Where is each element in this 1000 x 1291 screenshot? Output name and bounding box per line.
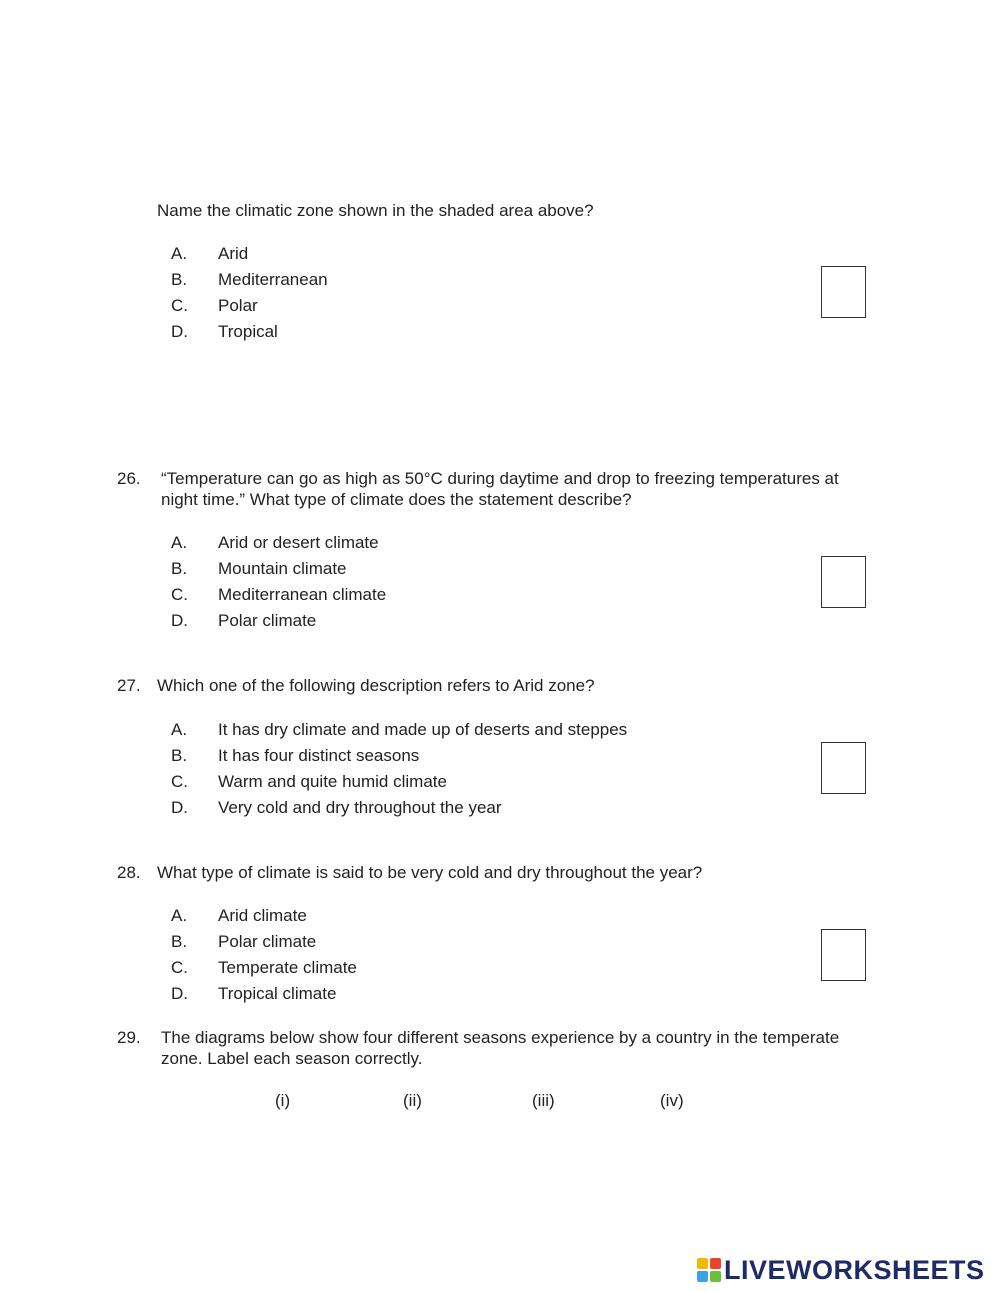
q28-option-c-text: Temperate climate bbox=[218, 958, 357, 977]
q29-number: 29. bbox=[117, 1028, 141, 1047]
q27-option-b-letter: B. bbox=[171, 746, 188, 765]
logo-blocks-icon bbox=[697, 1258, 721, 1282]
q26-option-a-letter: A. bbox=[171, 533, 188, 552]
liveworksheets-logo bbox=[697, 1255, 985, 1285]
q26-answer-box[interactable] bbox=[821, 556, 866, 608]
q25-option-a-letter: A. bbox=[171, 244, 188, 263]
q28-number: 28. bbox=[117, 863, 141, 882]
q27-option-a-letter: A. bbox=[171, 720, 188, 739]
q26-question-line1: “Temperature can go as high as 50°C during daytime and drop to freezing temperatures at bbox=[161, 469, 839, 488]
q27-option-b-text: It has four distinct seasons bbox=[218, 746, 420, 765]
q25-option-c-text: Polar bbox=[218, 296, 258, 315]
q28-option-d-text: Tropical climate bbox=[218, 984, 337, 1003]
q26-option-b-letter: B. bbox=[171, 559, 188, 578]
q27-option-d-text: Very cold and dry throughout the year bbox=[218, 798, 502, 817]
q26-question-line2: night time.” What type of climate does the statement describe? bbox=[161, 490, 632, 509]
q26-option-d-letter: D. bbox=[171, 611, 188, 630]
q28-option-a-text: Arid climate bbox=[218, 906, 307, 925]
q28-option-b-text: Polar climate bbox=[218, 932, 317, 951]
q28-option-b-letter: B. bbox=[171, 932, 188, 951]
q26-option-c-text: Mediterranean climate bbox=[218, 585, 387, 604]
season-label-iv: (iv) bbox=[660, 1091, 684, 1110]
season-label-ii: (ii) bbox=[403, 1091, 422, 1110]
q27-option-c-text: Warm and quite humid climate bbox=[218, 772, 447, 791]
q26-option-b-text: Mountain climate bbox=[218, 559, 347, 578]
q28-question-text: What type of climate is said to be very cold and dry throughout the year? bbox=[157, 863, 703, 882]
q27-option-a-text: It has dry climate and made up of deserts and steppes bbox=[218, 720, 628, 739]
q28-answer-box[interactable] bbox=[821, 929, 866, 981]
q28-option-c-letter: C. bbox=[171, 958, 188, 977]
q25-question-text: Name the climatic zone shown in the shaded area above? bbox=[157, 201, 594, 220]
q29-question-line1: The diagrams below show four different seasons experience by a country in the temperate bbox=[161, 1028, 840, 1047]
logo-block-2 bbox=[710, 1258, 721, 1269]
q26-option-d-text: Polar climate bbox=[218, 611, 317, 630]
q26-option-a-text: Arid or desert climate bbox=[218, 533, 379, 552]
q25-answer-box[interactable] bbox=[821, 266, 866, 318]
q27-answer-box[interactable] bbox=[821, 742, 866, 794]
q26-number: 26. bbox=[117, 469, 141, 488]
q27-option-d-letter: D. bbox=[171, 798, 188, 817]
q27-question-text: Which one of the following description refers to Arid zone? bbox=[157, 676, 595, 695]
q28-option-a-letter: A. bbox=[171, 906, 188, 925]
logo-block-3 bbox=[697, 1271, 708, 1282]
q25-option-b-letter: B. bbox=[171, 270, 188, 289]
season-label-i: (i) bbox=[275, 1091, 291, 1110]
q29-question-line2: zone. Label each season correctly. bbox=[161, 1049, 423, 1068]
logo-block-1 bbox=[697, 1258, 708, 1269]
q25-option-d-letter: D. bbox=[171, 322, 188, 341]
logo-text: LIVEWORKSHEETS bbox=[724, 1254, 985, 1285]
q25-option-c-letter: C. bbox=[171, 296, 188, 315]
q25-option-a-text: Arid bbox=[218, 244, 249, 263]
logo-block-4 bbox=[710, 1271, 721, 1282]
q27-option-c-letter: C. bbox=[171, 772, 188, 791]
season-label-iii: (iii) bbox=[532, 1091, 555, 1110]
q28-option-d-letter: D. bbox=[171, 984, 188, 1003]
q26-option-c-letter: C. bbox=[171, 585, 188, 604]
q27-number: 27. bbox=[117, 676, 141, 695]
q25-option-d-text: Tropical bbox=[218, 322, 278, 341]
q25-option-b-text: Mediterranean bbox=[218, 270, 328, 289]
